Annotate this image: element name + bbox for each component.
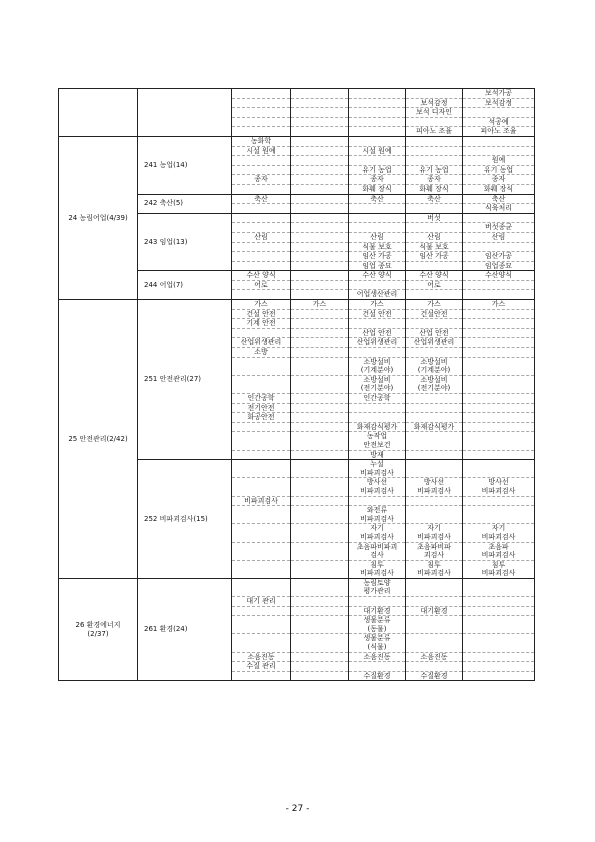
qualification-cell: 식육처리	[463, 204, 535, 214]
qualification-cell: 침투 비파괴검사	[406, 560, 463, 578]
qualification-cell: 산업위생관리	[349, 338, 406, 348]
qualification-cell	[463, 394, 535, 404]
qualification-cell: 대기환경	[349, 606, 406, 616]
qualification-cell	[406, 460, 463, 478]
qualification-cell	[349, 127, 406, 137]
qualification-cell	[406, 506, 463, 524]
qualification-cell: 소방설비 (전기분야)	[406, 375, 463, 393]
qualification-cell: 원예	[463, 156, 535, 166]
qualification-cell	[232, 242, 291, 252]
qualification-cell: 기계 안전	[232, 319, 291, 329]
qualification-cell	[291, 136, 349, 146]
qualification-cell	[349, 136, 406, 146]
qualification-cell	[291, 146, 349, 156]
qualification-cell	[291, 403, 349, 413]
qualification-cell: 가스	[291, 300, 349, 310]
qualification-cell	[232, 478, 291, 496]
qualification-cell: 생물분류 (동물)	[349, 616, 406, 634]
table-row	[59, 89, 535, 99]
qualification-cell	[291, 460, 349, 478]
qualification-cell	[463, 496, 535, 506]
qualification-cell	[463, 671, 535, 681]
qualification-cell: 종자	[232, 175, 291, 185]
qualification-cell	[406, 394, 463, 404]
qualification-cell	[232, 98, 291, 108]
qualification-cell	[406, 616, 463, 634]
qualification-cell	[232, 542, 291, 560]
qualification-cell: 보석가공	[463, 89, 535, 99]
qualification-cell	[291, 290, 349, 300]
qualification-cell: 방사선 비파괴검사	[463, 478, 535, 496]
qualification-cell: 침투 비파괴검사	[463, 560, 535, 578]
qualification-cell: 축산	[232, 194, 291, 204]
qualification-cell	[349, 403, 406, 413]
qualification-cell	[463, 108, 535, 118]
page-number: - 27 -	[285, 804, 310, 814]
qualification-cell: 초음파비파괴 검사	[349, 542, 406, 560]
qualification-cell	[463, 375, 535, 393]
qualification-cell	[232, 375, 291, 393]
qualification-cell: 누설 비파괴검사	[349, 460, 406, 478]
qualification-cell	[291, 165, 349, 175]
qualification-cell	[349, 413, 406, 423]
qualification-cell: 임산 가공	[406, 252, 463, 262]
level1-category: 26 환경에너지 (2/37)	[59, 578, 138, 681]
qualification-cell	[291, 117, 349, 127]
qualification-cell: 보석감정	[463, 98, 535, 108]
qualification-cell: 자기 비파괴검사	[406, 524, 463, 542]
qualification-cell: 수산양식	[463, 271, 535, 281]
qualification-cell	[291, 204, 349, 214]
qualification-cell	[291, 652, 349, 662]
qualification-cell	[406, 432, 463, 450]
qualification-cell: 산림	[406, 232, 463, 242]
qualification-cell	[463, 290, 535, 300]
qualification-cell	[232, 204, 291, 214]
level2-category: 244 어업(7)	[138, 271, 232, 300]
qualification-cell	[406, 662, 463, 672]
table-row	[59, 578, 535, 596]
qualification-cell	[232, 117, 291, 127]
qualification-cell	[349, 204, 406, 214]
level2-category: 243 임업(13)	[138, 213, 232, 271]
qualification-cell	[232, 223, 291, 233]
qualification-cell: 종자	[406, 175, 463, 185]
qualification-cell	[291, 578, 349, 596]
qualification-cell	[232, 165, 291, 175]
qualification-cell	[291, 309, 349, 319]
qualification-cell	[291, 232, 349, 242]
qualification-cell: 산림	[349, 232, 406, 242]
qualification-cell	[406, 496, 463, 506]
qualification-cell: 초음파 비파괴검사	[463, 542, 535, 560]
qualification-cell	[232, 184, 291, 194]
qualification-cell	[406, 261, 463, 271]
qualification-cell	[232, 432, 291, 450]
qualification-cell	[463, 506, 535, 524]
qualification-cell	[406, 146, 463, 156]
qualification-cell	[291, 634, 349, 652]
qualification-cell: 산업 안전	[349, 328, 406, 338]
qualification-cell	[291, 450, 349, 460]
qualification-cell: 농작업 안전보건	[349, 432, 406, 450]
qualification-cell: 버섯종균	[463, 223, 535, 233]
qualification-cell: 화재감식평가	[349, 422, 406, 432]
qualification-cell	[291, 671, 349, 681]
level1-category	[59, 89, 138, 137]
qualification-cell	[291, 413, 349, 423]
qualification-cell: 방재	[349, 450, 406, 460]
qualification-cell	[463, 460, 535, 478]
qualification-cell: 시설 원예	[232, 146, 291, 156]
qualification-cell	[291, 606, 349, 616]
qualification-cell	[406, 578, 463, 596]
qualification-cell	[463, 662, 535, 672]
qualification-cell	[232, 560, 291, 578]
qualification-cell: 소음진동	[406, 652, 463, 662]
qualification-cell	[232, 634, 291, 652]
qualification-cell: 어로	[232, 280, 291, 290]
qualification-cell: 화재감식평가	[406, 422, 463, 432]
qualification-cell	[291, 348, 349, 358]
qualification-cell	[463, 328, 535, 338]
level2-category	[138, 89, 232, 137]
level2-category: 252 비파괴검사(15)	[138, 460, 232, 579]
level2-category: 261 환경(24)	[138, 578, 232, 681]
qualification-cell: 어업생산관리	[349, 290, 406, 300]
qualification-cell	[232, 357, 291, 375]
qualification-cell: 수산 양식	[349, 271, 406, 281]
qualification-cell	[291, 261, 349, 271]
qualification-cell: 유기 농업	[349, 165, 406, 175]
qualification-cell	[232, 578, 291, 596]
qualification-cell: 수산 양식	[406, 271, 463, 281]
qualification-cell: 수산 양식	[232, 271, 291, 281]
qualification-cell: 농화학	[232, 136, 291, 146]
qualification-cell	[232, 328, 291, 338]
qualification-cell	[463, 578, 535, 596]
qualification-cell	[232, 524, 291, 542]
qualification-cell	[232, 616, 291, 634]
qualification-cell	[291, 375, 349, 393]
qualification-cell	[349, 496, 406, 506]
qualification-cell: 전기안전	[232, 403, 291, 413]
qualification-cell	[291, 319, 349, 329]
qualification-cell	[232, 127, 291, 137]
qualification-cell	[291, 252, 349, 262]
table-row	[59, 300, 535, 310]
qualification-cell	[349, 348, 406, 358]
level1-category: 24 농림어업(4/39)	[59, 136, 138, 299]
qualification-cell	[463, 422, 535, 432]
qualification-cell: 식물 보호	[406, 242, 463, 252]
qualification-cell	[349, 223, 406, 233]
qualification-cell	[232, 213, 291, 223]
qualification-cell: 소방설비 (전기분야)	[349, 375, 406, 393]
qualification-cell	[463, 136, 535, 146]
qualification-cell	[291, 496, 349, 506]
qualification-cell: 건설안전	[406, 309, 463, 319]
qualification-cell	[291, 280, 349, 290]
qualification-cell: 가스	[232, 300, 291, 310]
qualification-cell: 산업 안전	[406, 328, 463, 338]
qualification-cell: 버섯	[406, 213, 463, 223]
qualification-cell	[291, 616, 349, 634]
qualification-cell: 인간공학	[232, 394, 291, 404]
qualification-cell: 수질 관리	[232, 662, 291, 672]
qualification-cell: 화훼 장식	[406, 184, 463, 194]
qualification-cell: 축산	[349, 194, 406, 204]
qualification-cell	[463, 242, 535, 252]
qualification-cell	[291, 394, 349, 404]
qualification-cell: 비파괴검사	[232, 496, 291, 506]
qualification-cell	[291, 213, 349, 223]
qualification-cell: 대기 관리	[232, 597, 291, 607]
qualification-cell: 산업위생관리	[406, 338, 463, 348]
qualification-cell	[291, 127, 349, 137]
qualification-cell: 유기 농업	[406, 165, 463, 175]
qualification-cell	[349, 662, 406, 672]
qualification-cell	[232, 290, 291, 300]
qualification-cell	[291, 432, 349, 450]
qualification-cell	[291, 271, 349, 281]
qualification-cell	[291, 175, 349, 185]
qualification-cell	[291, 478, 349, 496]
qualification-cell: 자기 비파괴검사	[349, 524, 406, 542]
qualification-cell	[232, 261, 291, 271]
qualification-cell	[232, 252, 291, 262]
qualification-cell	[349, 117, 406, 127]
qualification-cell	[463, 309, 535, 319]
qualification-cell	[349, 213, 406, 223]
qualification-cell: 임업종묘	[463, 261, 535, 271]
qualification-cell: 가스	[463, 300, 535, 310]
qualification-cell	[463, 652, 535, 662]
qualification-cell	[232, 450, 291, 460]
qualification-cell: 어로	[406, 280, 463, 290]
qualification-cell	[406, 348, 463, 358]
qualification-cell	[291, 542, 349, 560]
qualification-cell: 유기 농업	[463, 165, 535, 175]
qualification-cell: 임산가공	[463, 252, 535, 262]
qualification-cell	[463, 413, 535, 423]
qualification-cell	[463, 597, 535, 607]
qualification-cell: 건설 안전	[232, 309, 291, 319]
qualification-cell: 보석 디자인	[406, 108, 463, 118]
qualification-cell	[291, 524, 349, 542]
qualification-cell	[291, 156, 349, 166]
qualification-cell: 자기 비파괴검사	[463, 524, 535, 542]
level1-category: 25 안전관리(2/42)	[59, 300, 138, 579]
qualification-cell	[349, 89, 406, 99]
qualification-cell: 화공안전	[232, 413, 291, 423]
qualification-cell: 생물분류 (식물)	[349, 634, 406, 652]
qualification-cell: 보석감정	[406, 98, 463, 108]
qualification-cell	[463, 432, 535, 450]
qualification-cell: 가스	[406, 300, 463, 310]
qualification-cell: 산업위생관리	[232, 338, 291, 348]
qualification-cell: 와전류 비파괴검사	[349, 506, 406, 524]
qualification-cell	[406, 450, 463, 460]
qualification-cell	[349, 98, 406, 108]
qualification-cell	[291, 422, 349, 432]
qualification-cell: 산림	[463, 232, 535, 242]
qualification-cell	[291, 597, 349, 607]
qualification-cell	[349, 597, 406, 607]
qualification-cell: 소음진동	[232, 652, 291, 662]
qualification-cell	[463, 348, 535, 358]
qualification-cell	[463, 450, 535, 460]
qualification-cell	[406, 204, 463, 214]
qualification-cell	[232, 606, 291, 616]
qualification-cell	[406, 223, 463, 233]
qualification-cell	[463, 634, 535, 652]
qualification-cell	[463, 338, 535, 348]
qualification-cell: 수질환경	[349, 671, 406, 681]
qualification-cell: 방사선 비파괴검사	[406, 478, 463, 496]
qualification-cell	[349, 156, 406, 166]
qualification-cell: 시설 원예	[349, 146, 406, 156]
qualification-cell	[291, 328, 349, 338]
qualification-cell: 수질환경	[406, 671, 463, 681]
qualification-cell: 인간공학	[349, 394, 406, 404]
qualification-cell	[232, 156, 291, 166]
qualification-cell	[291, 338, 349, 348]
qualification-cell	[349, 280, 406, 290]
qualification-cell: 종자	[349, 175, 406, 185]
qualification-cell: 임업 종묘	[349, 261, 406, 271]
qualification-cell: 농림토양 평가관리	[349, 578, 406, 596]
qualification-cell: 초음파비파 괴검사	[406, 542, 463, 560]
qualification-cell: 가스	[349, 300, 406, 310]
qualification-cell: 방사선 비파괴검사	[349, 478, 406, 496]
qualification-cell: 화훼 장식	[349, 184, 406, 194]
qualification-cell: 축산	[463, 194, 535, 204]
qualification-cell	[406, 413, 463, 423]
qualification-cell: 소음진동	[349, 652, 406, 662]
qualification-cell	[232, 506, 291, 524]
qualification-cell: 피아노 조율	[406, 127, 463, 137]
qualification-cell	[463, 146, 535, 156]
qualification-cell	[291, 108, 349, 118]
qualification-cell: 식물 보호	[349, 242, 406, 252]
qualification-cell	[291, 184, 349, 194]
qualification-cell	[291, 194, 349, 204]
qualification-cell	[349, 319, 406, 329]
qualification-cell: 소방설비 (기계분야)	[406, 357, 463, 375]
qualification-cell	[463, 319, 535, 329]
qualification-cell	[406, 597, 463, 607]
qualification-cell: 축산	[406, 194, 463, 204]
qualification-cell: 침투 비파괴검사	[349, 560, 406, 578]
qualification-cell: 화훼 장식	[463, 184, 535, 194]
qualification-cell	[406, 403, 463, 413]
qualification-cell	[291, 560, 349, 578]
qualification-cell: 석공예	[463, 117, 535, 127]
qualification-cell	[406, 290, 463, 300]
level2-category: 251 안전관리(27)	[138, 300, 232, 460]
qualification-cell	[406, 156, 463, 166]
qualification-cell	[406, 89, 463, 99]
qualification-cell	[349, 108, 406, 118]
qualification-table	[58, 88, 535, 681]
qualification-cell	[291, 89, 349, 99]
qualification-cell	[406, 319, 463, 329]
qualification-cell	[232, 108, 291, 118]
qualification-cell	[291, 223, 349, 233]
qualification-cell	[406, 117, 463, 127]
table-row	[59, 136, 535, 146]
qualification-cell: 산림	[232, 232, 291, 242]
qualification-cell	[463, 280, 535, 290]
qualification-cell	[463, 213, 535, 223]
qualification-cell	[291, 242, 349, 252]
qualification-cell: 건설 안전	[349, 309, 406, 319]
qualification-cell	[232, 460, 291, 478]
level2-category: 241 농업(14)	[138, 136, 232, 194]
qualification-cell: 임산 가공	[349, 252, 406, 262]
level2-category: 242 축산(5)	[138, 194, 232, 213]
qualification-cell	[232, 89, 291, 99]
qualification-cell	[463, 616, 535, 634]
qualification-cell	[463, 403, 535, 413]
qualification-cell	[406, 136, 463, 146]
qualification-cell	[232, 422, 291, 432]
qualification-cell	[291, 662, 349, 672]
qualification-cell: 종자	[463, 175, 535, 185]
qualification-cell: 대기환경	[406, 606, 463, 616]
qualification-cell	[291, 506, 349, 524]
qualification-cell	[291, 357, 349, 375]
qualification-cell	[291, 98, 349, 108]
qualification-cell	[463, 606, 535, 616]
qualification-cell: 소방	[232, 348, 291, 358]
qualification-cell	[463, 357, 535, 375]
qualification-cell: 소방설비 (기계분야)	[349, 357, 406, 375]
qualification-cell: 피아노 조율	[463, 127, 535, 137]
qualification-cell	[232, 671, 291, 681]
qualification-cell	[406, 634, 463, 652]
